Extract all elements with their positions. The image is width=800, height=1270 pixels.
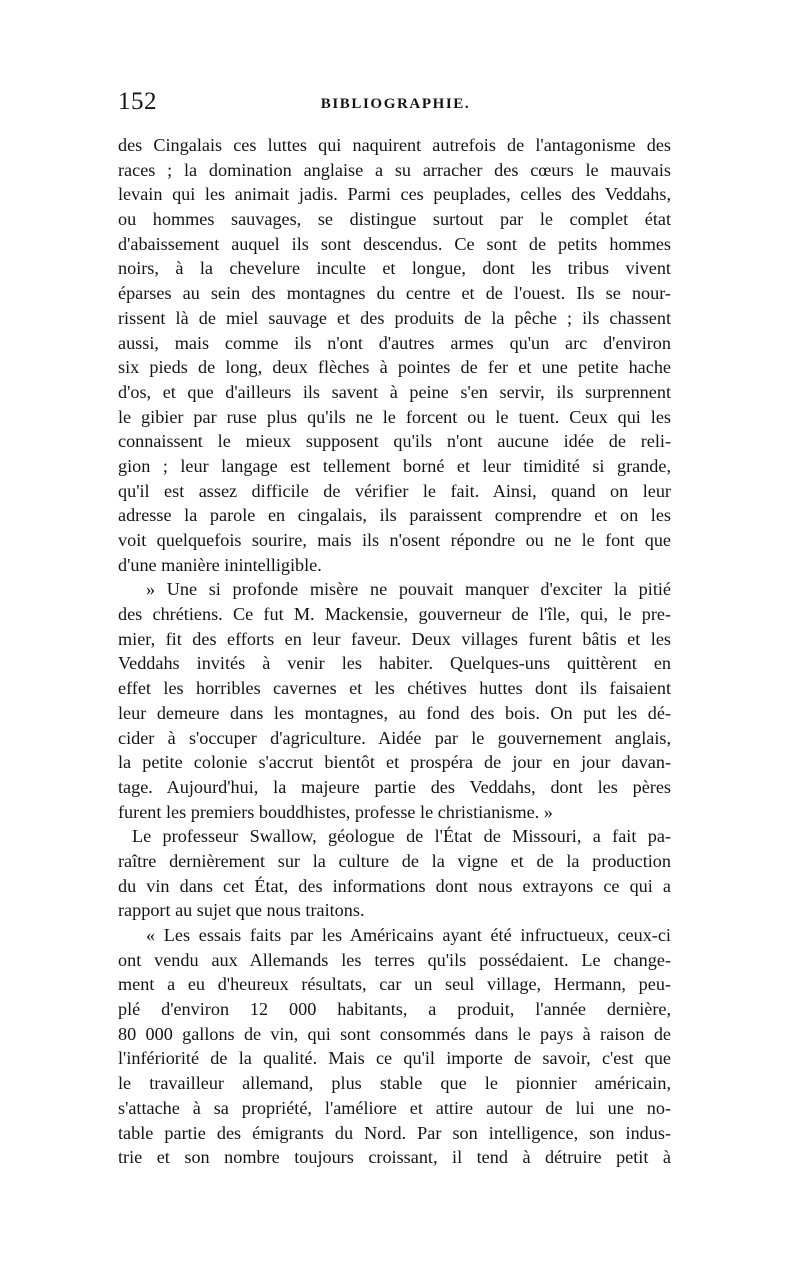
text-line: voit quelquefois sourire, mais ils n'osent répondre ou ne le font que xyxy=(118,530,671,550)
paragraph-start-line: Le professeur Swallow, géologue de l'État de Missouri, a fait pa- xyxy=(132,826,671,847)
text-line: levain qui les animait jadis. Parmi ces peuplades, celles des Veddahs, xyxy=(118,184,671,205)
text-line: éparses au sein des montagnes du centre et de l'ouest. Ils se nour- xyxy=(118,283,671,304)
text-line: tage. Aujourd'hui, la majeure partie des Veddahs, dont les pères xyxy=(118,776,671,797)
paragraph-end-line: rapport au sujet que nous traitons. xyxy=(118,900,365,921)
text-line: l'infériorité de la qualité. Mais ce qu'il importe de savoir, c'est que xyxy=(118,1048,671,1069)
text-line: le gibier par ruse plus qu'ils ne le forcent ou le tuent. Ceux qui les xyxy=(118,406,671,427)
text-line: mier, fit des efforts en leur faveur. Deux villages furent bâtis et les xyxy=(118,628,671,649)
text-line: Veddahs invités à venir les habiter. Quelques-uns quittèrent en xyxy=(118,653,671,674)
text-line: trie et son nombre toujours croissant, il tend à détruire petit à xyxy=(118,1147,671,1168)
text-line: 80 000 gallons de vin, qui sont consommés dans le pays à raison de xyxy=(118,1023,671,1044)
text-line: la petite colonie s'accrut bientôt et prospéra de jour en jour davan- xyxy=(118,752,671,773)
text-line: adresse la parole en cingalais, ils paraissent comprendre et on les xyxy=(118,505,671,526)
text-line: des Cingalais ces luttes qui naquirent autrefois de l'antagonisme des xyxy=(118,135,671,155)
paragraph-end-line: furent les premiers bouddhistes, professe le christianisme. » xyxy=(118,801,553,822)
text-line: d'os, et que d'ailleurs ils savent à peine s'en servir, ils surprennent xyxy=(118,381,671,402)
text-line: raître dernièrement sur la culture de la vigne et de la production xyxy=(118,850,671,871)
text-line: ont vendu aux Allemands les terres qu'ils possédaient. Le change- xyxy=(118,949,671,970)
body-text xyxy=(118,133,671,1170)
text-line: effet les horribles cavernes et les chétives huttes dont ils faisaient xyxy=(118,678,671,699)
text-line: ment a eu d'heureux résultats, car un seul village, Hermann, peu- xyxy=(118,974,671,995)
paragraph-start-line: » Une si profonde misère ne pouvait manquer d'exciter la pitié xyxy=(146,579,671,600)
text-line: du vin dans cet État, des informations dont nous extrayons ce qui a xyxy=(118,875,671,896)
text-line: rissent là de miel sauvage et des produits de la pêche ; ils chassent xyxy=(118,307,671,328)
text-line: cider à s'occuper d'agriculture. Aidée par le gouvernement anglais, xyxy=(118,727,671,748)
text-line: ou hommes sauvages, se distingue surtout par le complet état xyxy=(118,209,671,230)
page-number: 152 xyxy=(118,88,157,115)
page-header xyxy=(118,88,673,122)
text-line: qu'il est assez difficile de vérifier le fait. Ainsi, quand on leur xyxy=(118,480,671,501)
text-line: d'abaissement auquel ils sont descendus. Ce sont de petits hommes xyxy=(118,233,671,254)
paragraph-start-line: « Les essais faits par les Américains ayant été infructueux, ceux-ci xyxy=(146,925,671,945)
text-line: table partie des émigrants du Nord. Par son intelligence, son indus- xyxy=(118,1122,671,1143)
text-line: noirs, à la chevelure inculte et longue, dont les tribus vivent xyxy=(118,258,671,279)
running-head: BIBLIOGRAPHIE. xyxy=(320,96,471,112)
text-line: races ; la domination anglaise a su arracher des cœurs le mauvais xyxy=(118,159,671,180)
text-line: connaissent le mieux supposent qu'ils n'ont aucune idée de reli- xyxy=(118,431,671,452)
paragraph-end-line: d'une manière inintelligible. xyxy=(118,554,322,575)
text-line: des chrétiens. Ce fut M. Mackensie, gouverneur de l'île, qui, le pre- xyxy=(118,604,671,625)
text-line: le travailleur allemand, plus stable que le pionnier américain, xyxy=(118,1073,671,1094)
text-line: s'attache à sa propriété, l'améliore et attire autour de lui une no- xyxy=(118,1097,671,1118)
text-line: leur demeure dans les montagnes, au fond des bois. On put les dé- xyxy=(118,702,671,723)
text-line: gion ; leur langage est tellement borné et leur timidité si grande, xyxy=(118,455,671,476)
text-line: six pieds de long, deux flèches à pointes de fer et une petite hache xyxy=(118,357,671,378)
text-line: plé d'environ 12 000 habitants, a produit, l'année dernière, xyxy=(118,999,671,1020)
text-line: aussi, mais comme ils n'ont d'autres armes qu'un arc d'environ xyxy=(118,332,671,353)
